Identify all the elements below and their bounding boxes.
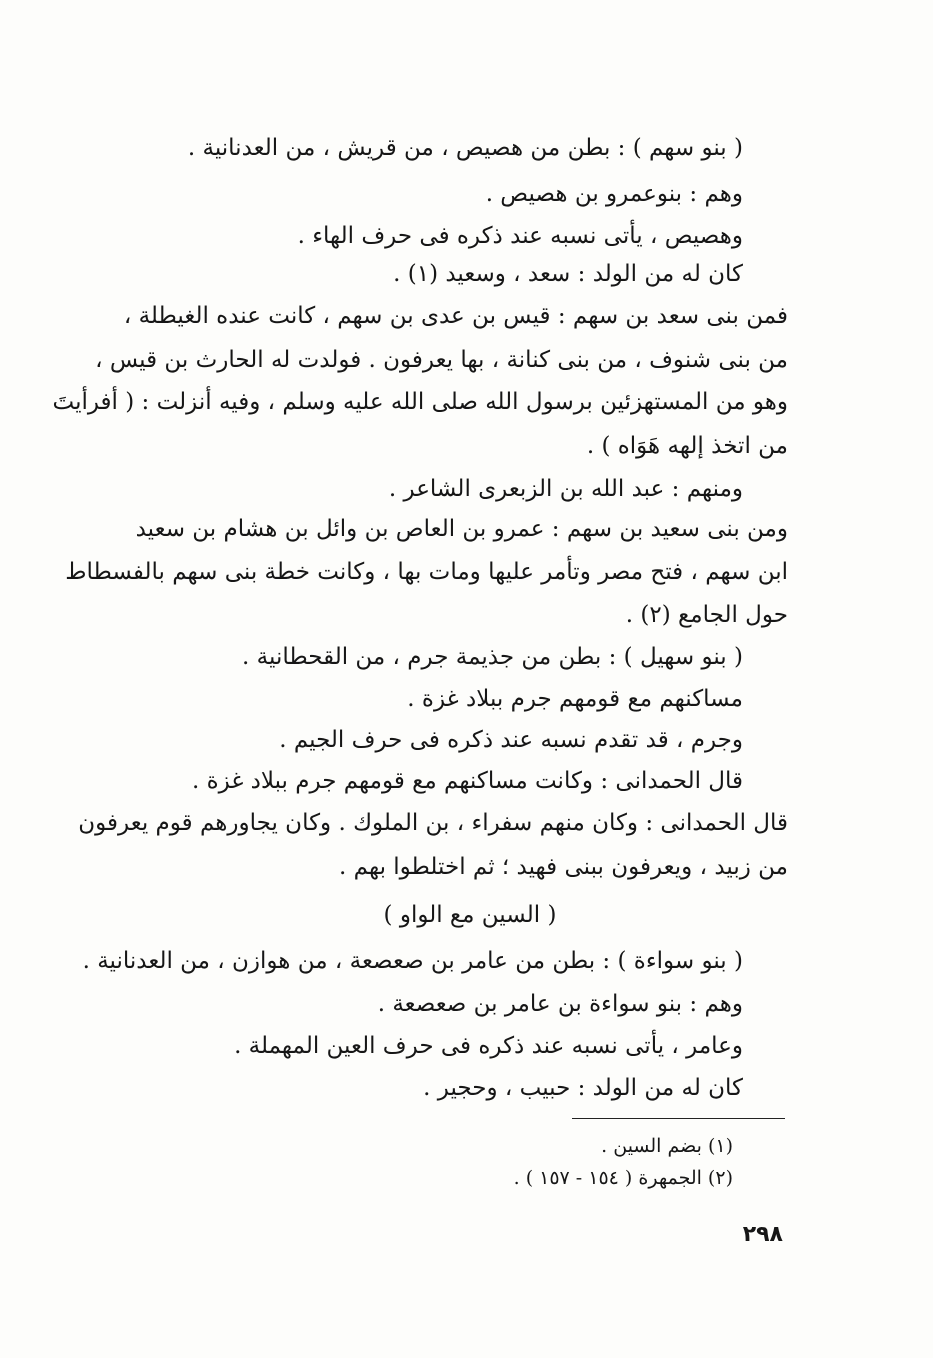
body-line: وهو من المستهزئين برسول الله صلى الله عليه وسلم ، وفيه أنزلت : ( أفرأيتَ [52,389,788,415]
footnote: (١) بضم السين . [601,1135,733,1157]
body-line: من زبيد ، ويعرفون ببنى فهيد ؛ ثم اختلطوا بهم . [339,854,788,880]
body-line: وجرم ، قد تقدم نسبه عند ذكره فى حرف الجيم . [279,727,743,753]
body-line: وهم : بنو سواءة بن عامر بن صعصعة . [377,991,743,1017]
body-line: ( بنو سواءة ) : بطن من عامر بن صعصعة ، من هوازن ، من العدنانية . [82,948,743,974]
body-line: ( بنو سهيل ) : بطن من جذيمة جرم ، من القحطانية . [242,644,743,670]
body-line: ومن بنى سعيد بن سهم : عمرو بن العاص بن وائل بن هشام بن سعيد [135,516,788,542]
footnote: (٢) الجمهرة ( ١٥٤ - ١٥٧ ) . [513,1167,733,1189]
section-heading: ( السين مع الواو ) [383,902,557,928]
page-number: ٢٩٨ [742,1222,783,1247]
body-line: من اتخذ إلهه هَوَاه ) . [586,433,788,459]
body-line: كان له من الولد : سعد ، وسعيد (١) . [393,261,743,287]
body-line: وهصيص ، يأتى نسبه عند ذكره فى حرف الهاء . [297,223,743,249]
body-line: قال الحمدانى : وكان منهم سفراء ، بن الملوك . وكان يجاورهم قوم يعرفون [78,810,788,836]
body-line: ( بنو سهم ) : بطن من هصيص ، من قريش ، من العدنانية . [187,135,743,161]
body-line: فمن بنى سعد بن سهم : قيس بن عدى بن سهم ، كانت عنده الغيطلة ، [123,303,788,329]
footnote-divider [572,1118,785,1119]
body-line: كان له من الولد : حبيب ، وحجير . [423,1075,743,1101]
body-line: مساكنهم مع قومهم جرم ببلاد غزة . [407,686,743,712]
body-line: حول الجامع (٢) . [625,602,788,628]
body-line: من بنى شنوف ، من بنى كنانة ، بها يعرفون . فولدت له الحارث بن قيس ، [95,347,788,373]
body-line: قال الحمدانى : وكانت مساكنهم مع قومهم جرم ببلاد غزة . [191,768,743,794]
body-line: ومنهم : عبد الله بن الزبعرى الشاعر . [388,476,743,502]
body-line: وعامر ، يأتى نسبه عند ذكره فى حرف العين المهملة . [234,1033,743,1059]
body-line: وهم : بنوعمرو بن هصيص . [485,181,743,207]
body-line: ابن سهم ، فتح مصر وتأمر عليها ومات بها ، وكانت خطة بنى سهم بالفسطاط [65,559,788,585]
